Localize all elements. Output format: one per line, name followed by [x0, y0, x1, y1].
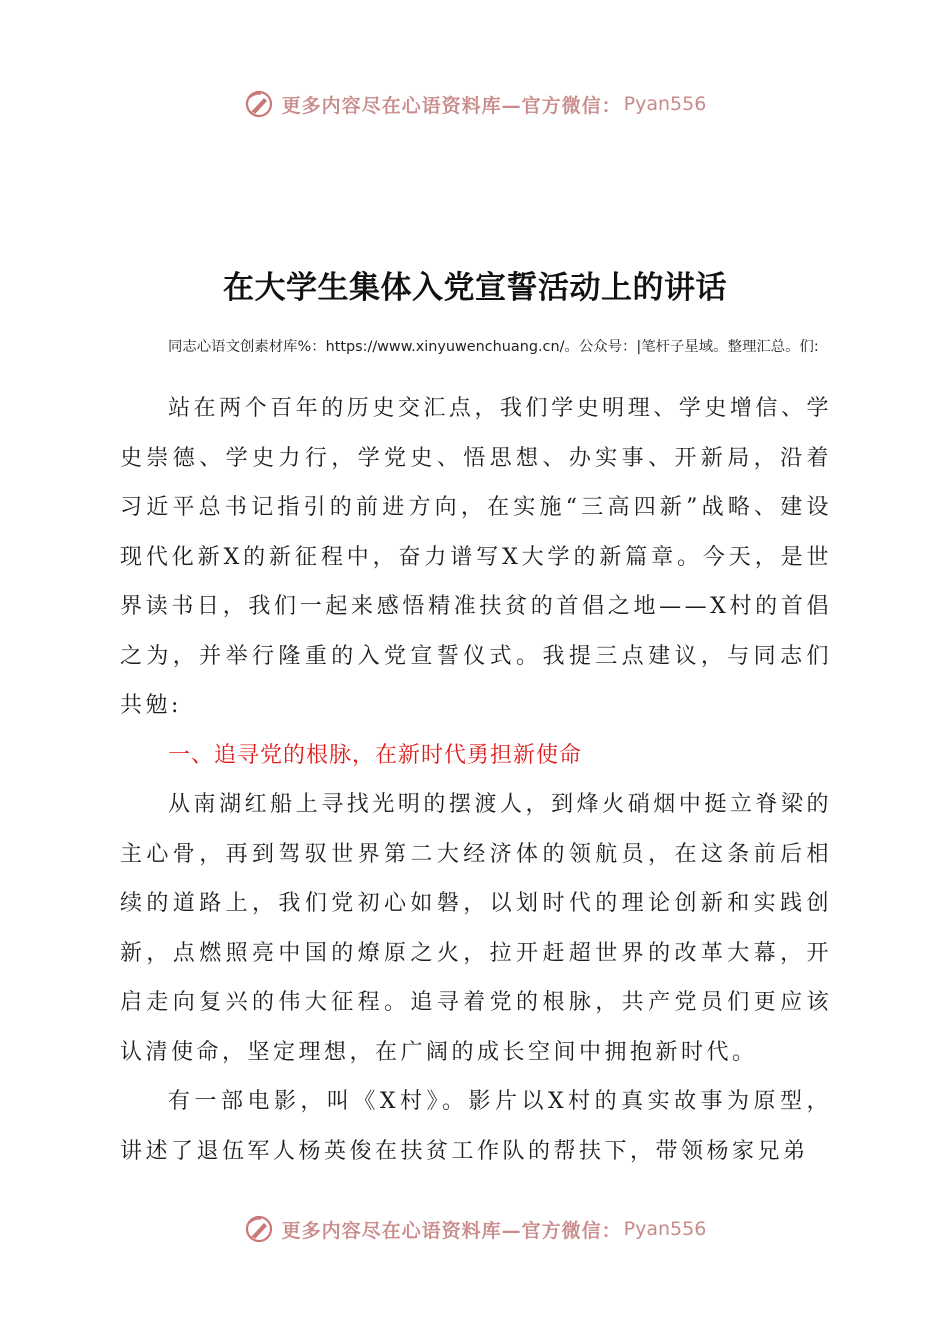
- paragraph-intro: 站在两个百年的历史交汇点，我们学史明理、学史增信、学史崇德、学史力行，学党史、悟思想、办实事、开新局，沿着习近平总书记指引的前进方向，在实施“三高四新”战略、建设现代化新X的新征程中，奋力谱写X大学的新篇章。今天，是世界读书日，我们一起来感悟精准扶贫的首倡之地——X村的首倡之为，并举行隆重的入党宣誓仪式。我提三点建议，与同志们共勉:: [120, 396, 832, 718]
- pen-logo-icon: [244, 89, 274, 119]
- banner-text: 更多内容尽在心语资料库—官方微信：: [281, 94, 622, 117]
- banner-text: 更多内容尽在心语资料库—官方微信：: [281, 1219, 622, 1242]
- header-banner: [0, 84, 950, 124]
- paragraph-section-1: 从南湖红船上寻找光明的摆渡人，到烽火硝烟中挺立脊梁的主心骨，再到驾驭世界第二大经济体的领航员，在这条前后相续的道路上，我们党初心如磐，以划时代的理论创新和实践创新，点燃照亮中国的燎原之火，拉开赶超世界的改革大幕，开启走向复兴的伟大征程。追寻着党的根脉，共产党员们更应该认清使命，坚定理想，在广阔的成长空间中拥抱新时代。: [120, 792, 832, 1065]
- paragraph-section-2: 有一部电影，叫《X村》。影片以X村的真实故事为原型，讲述了退伍军人杨英俊在扶贫工作队的帮扶下，带领杨家兄弟: [120, 1089, 832, 1164]
- document-body: [120, 384, 832, 1176]
- banner-wechat-id: Pyan556: [623, 1218, 707, 1240]
- pen-logo-icon: [244, 1214, 274, 1244]
- banner-wechat-id: Pyan556: [623, 93, 707, 115]
- footer-banner: [0, 1209, 950, 1249]
- source-note: 同志心语文创素材库%：https://www.xinyuwenchuang.cn/。公众号：|笔杆子星域。整理汇总。们:: [168, 339, 819, 355]
- document-title: 在大学生集体入党宣誓活动上的讲话: [223, 270, 727, 306]
- section-heading: 一、追寻党的根脉，在新时代勇担新使命: [168, 742, 583, 768]
